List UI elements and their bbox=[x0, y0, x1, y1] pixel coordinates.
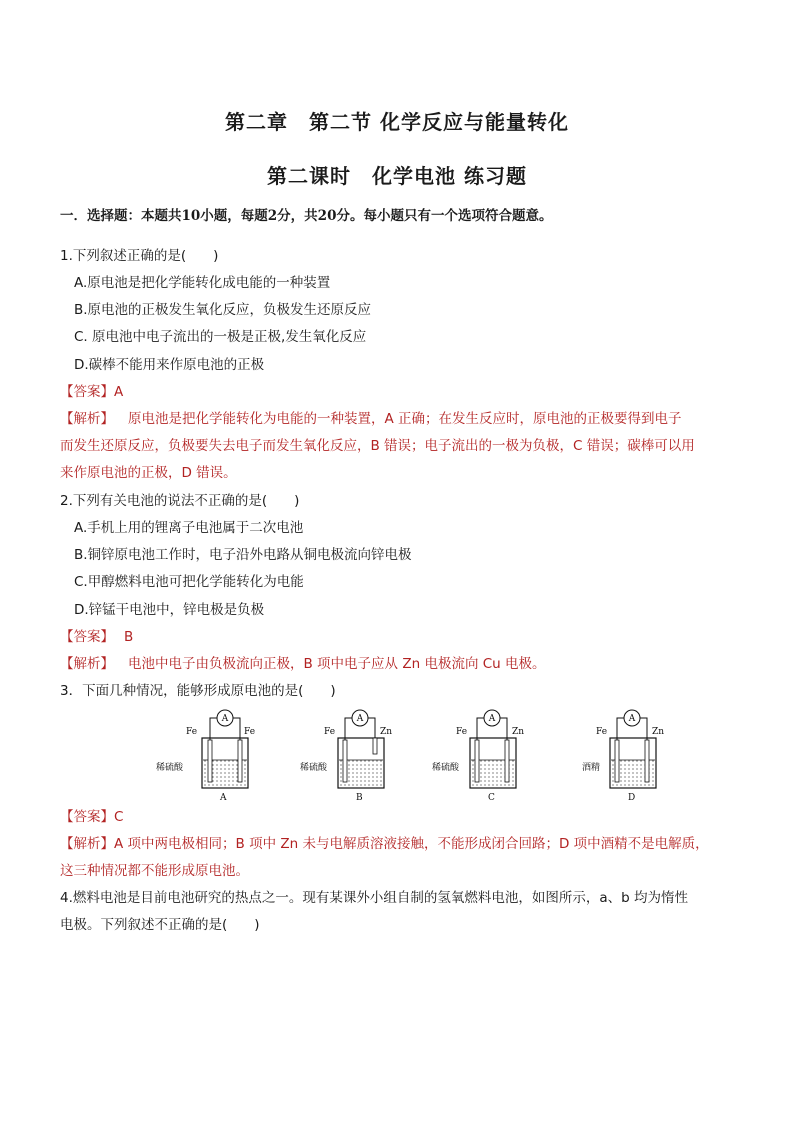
galvanic-cell-diagram bbox=[156, 708, 700, 804]
cell-b bbox=[300, 710, 392, 803]
question-2-option-a: A.手机上用的锂离子电池属于二次电池 bbox=[74, 520, 304, 536]
ammeter-label: A bbox=[628, 714, 636, 724]
right-electrode-label: Zn bbox=[652, 727, 665, 737]
section-heading: 一．选择题：本题共10小题，每题2分，共20分。每小题只有一个选项符合题意。 bbox=[60, 208, 553, 224]
question-2-option-c: C.甲醇燃料电池可把化学能转化为电能 bbox=[74, 574, 304, 590]
question-1-stem: 1.下列叙述正确的是( ) bbox=[60, 248, 219, 264]
question-4-stem-line-2: 电极。下列叙述不正确的是( ) bbox=[60, 917, 260, 933]
question-1-explanation bbox=[60, 410, 682, 428]
question-1-answer bbox=[60, 383, 123, 401]
question-1-option-d: D.碳棒不能用来作原电池的正极 bbox=[74, 357, 265, 373]
answer-value: B bbox=[124, 629, 134, 645]
right-electrode-label: Fe bbox=[244, 727, 256, 737]
page-title: 第二章 第二节 化学反应与能量转化 bbox=[225, 110, 569, 134]
cell-c bbox=[432, 710, 524, 803]
question-2-answer bbox=[60, 628, 133, 646]
left-electrode-label: Fe bbox=[456, 727, 468, 737]
ammeter-label: A bbox=[221, 714, 229, 724]
right-electrode-label: Zn bbox=[380, 727, 393, 737]
answer-tag: 【答案】 bbox=[60, 629, 114, 645]
answer-tag: 【答案】 bbox=[60, 384, 114, 400]
answer-tag: 【答案】 bbox=[60, 809, 114, 825]
explanation-tag: 【解析】 bbox=[60, 656, 114, 672]
right-electrode-label: Zn bbox=[512, 727, 525, 737]
explanation-tag: 【解析】 bbox=[60, 836, 114, 852]
left-electrode-label: Fe bbox=[596, 727, 608, 737]
question-3-explanation bbox=[60, 835, 709, 853]
explanation-text: 原电池是把化学能转化为电能的一种装置，A 正确；在发生反应时，原电池的正极要得到电子 bbox=[128, 411, 682, 427]
question-3-answer bbox=[60, 808, 123, 826]
question-2-stem: 2.下列有关电池的说法不正确的是( ) bbox=[60, 493, 300, 509]
question-4-stem: 4.燃料电池是目前电池研究的热点之一。现有某课外小组自制的氢氧燃料电池，如图所示，a、b 均为惰性 bbox=[60, 890, 689, 906]
left-electrode-label: Fe bbox=[324, 727, 336, 737]
cell-label: B bbox=[356, 793, 363, 803]
question-2-option-b: B.铜锌原电池工作时，电子沿外电路从铜电极流向锌电极 bbox=[74, 547, 412, 563]
question-3-explanation-line-2: 这三种情况都不能形成原电池。 bbox=[60, 863, 249, 879]
answer-value: A bbox=[114, 384, 124, 400]
question-1-option-b: B.原电池的正极发生氧化反应，负极发生还原反应 bbox=[74, 302, 372, 318]
page-subtitle: 第二课时 化学电池 练习题 bbox=[267, 164, 527, 188]
ammeter-label: A bbox=[356, 714, 364, 724]
left-electrode-label: Fe bbox=[186, 727, 198, 737]
cells-svg bbox=[156, 708, 700, 804]
cell-label: A bbox=[220, 793, 227, 803]
electrolyte-label: 稀硫酸 bbox=[432, 763, 460, 773]
electrolyte-label: 酒精 bbox=[582, 763, 601, 773]
electrolyte-label: 稀硫酸 bbox=[156, 763, 184, 773]
question-1-option-c: C. 原电池中电子流出的一极是正极,发生氧化反应 bbox=[74, 329, 367, 345]
cell-d bbox=[582, 710, 664, 803]
electrolyte-label: 稀硫酸 bbox=[300, 763, 328, 773]
cell-label: C bbox=[488, 793, 495, 803]
explanation-tag: 【解析】 bbox=[60, 411, 114, 427]
answer-value: C bbox=[114, 809, 124, 825]
cell-label: D bbox=[628, 793, 636, 803]
question-1-option-a: A.原电池是把化学能转化成电能的一种装置 bbox=[74, 275, 331, 291]
ammeter-label: A bbox=[488, 714, 496, 724]
question-1-explanation-line-2: 而发生还原反应，负极要失去电子而发生氧化反应，B 错误；电子流出的一极为负极，C 错误；碳棒可以用 bbox=[60, 438, 695, 454]
question-3-stem: 3．下面几种情况，能够形成原电池的是( ) bbox=[60, 683, 336, 699]
explanation-text: 电池中电子由负极流向正极，B 项中电子应从 Zn 电极流向 Cu 电极。 bbox=[128, 656, 546, 672]
explanation-text: A 项中两电极相同；B 项中 Zn 未与电解质溶液接触，不能形成闭合回路；D 项中酒精不是电解质， bbox=[114, 836, 709, 852]
question-2-option-d: D.锌锰干电池中，锌电极是负极 bbox=[74, 602, 265, 618]
cell-a bbox=[156, 710, 255, 803]
question-1-explanation-line-3: 来作原电池的正极，D 错误。 bbox=[60, 465, 237, 481]
question-2-explanation bbox=[60, 655, 546, 673]
